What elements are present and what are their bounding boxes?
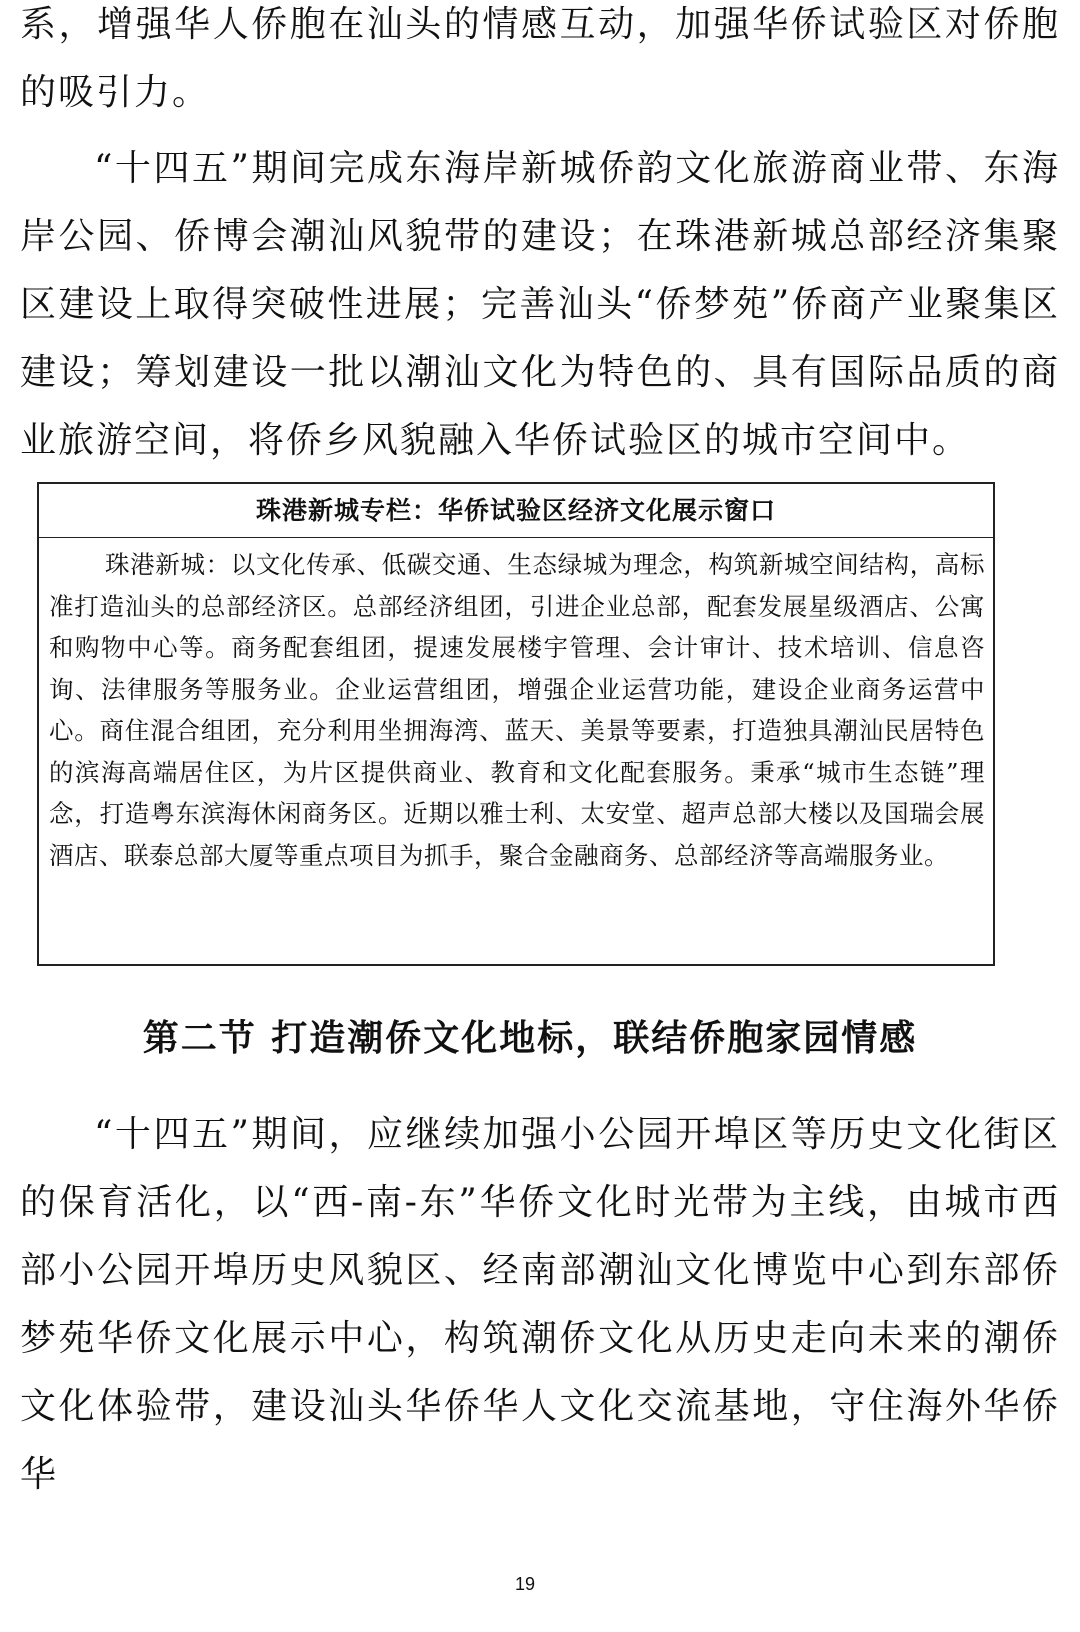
column-box-title: 珠港新城专栏：华侨试验区经济文化展示窗口	[39, 484, 993, 538]
page-number: 19	[514, 1574, 536, 1594]
paragraph-fourteenth-five-year-plan-culture: “十四五”期间，应继续加强小公园开埠区等历史文化街区的保育活化，以“西-南-东”华侨文化时光带为主线，由城市西部小公园开埠历史风貌区、经南部潮汕文化博览中心到东部侨梦苑华侨文化展示中心，构筑潮侨文化从历史走向未来的潮侨文化体验带，建设汕头华侨华人文化交流基地，守住海外华侨华	[20, 1114, 1060, 1495]
paragraph-continued: 系，增强华人侨胞在汕头的情感互动，加强华侨试验区对侨胞的吸引力。	[20, 4, 1060, 113]
section-heading: 第二节 打造潮侨文化地标，联结侨胞家园情感	[142, 1017, 918, 1059]
column-box-zhugang-new-city	[37, 482, 995, 966]
paragraph-fourteenth-five-year-plan-coastal: “十四五”期间完成东海岸新城侨韵文化旅游商业带、东海岸公园、侨博会潮汕风貌带的建设；在珠港新城总部经济集聚区建设上取得突破性进展；完善汕头“侨梦苑”侨商产业聚集区建设；筹划建设一批以潮汕文化为特色的、具有国际品质的商业旅游空间，将侨乡风貌融入华侨试验区的城市空间中。	[20, 148, 1060, 461]
column-box-body: 珠港新城：以文化传承、低碳交通、生态绿城为理念，构筑新城空间结构，高标准打造汕头的总部经济区。总部经济组团，引进企业总部，配套发展星级酒店、公寓和购物中心等。商务配套组团，提速发展楼宇管理、会计审计、技术培训、信息咨询、法律服务等服务业。企业运营组团，增强企业运营功能，建设企业商务运营中心。商住混合组团，充分利用坐拥海湾、蓝天、美景等要素，打造独具潮汕民居特色的滨海高端居住区，为片区提供商业、教育和文化配套服务。秉承“城市生态链”理念，打造粤东滨海休闲商务区。近期以雅士利、太安堂、超声总部大楼以及国瑞会展酒店、联泰总部大厦等重点项目为抓手，聚合金融商务、总部经济等高端服务业。	[49, 550, 985, 870]
